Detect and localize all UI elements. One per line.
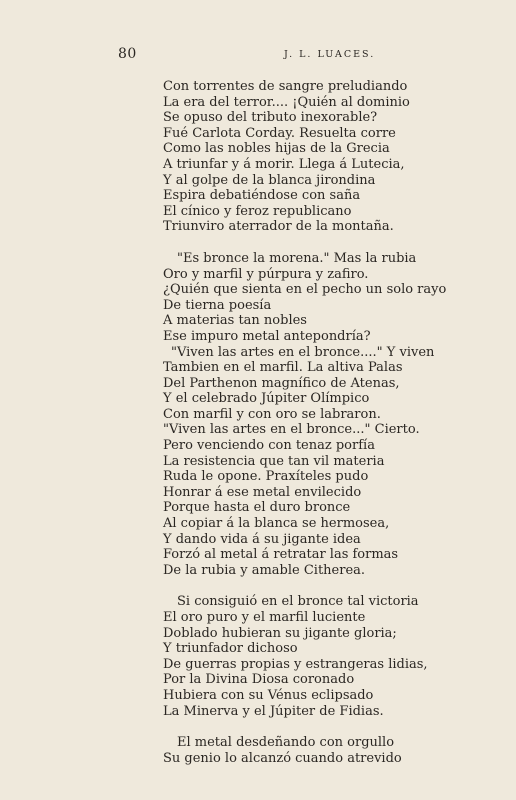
verse-line: Porque hasta el duro bronce [163,500,351,516]
verse-line: Con torrentes de sangre preludiando [163,79,408,94]
verse-line: Forzó al metal á retratar las formas [163,547,399,563]
verse-line: A materias tan nobles [163,313,307,329]
verse-line: La resistencia que tan vil materia [163,453,385,469]
verse-line: Como las nobles hijas de la Grecia [163,141,390,157]
verse-line: Y al golpe de la blanca jirondina [163,172,376,188]
verse-line: Y dando vida á su jigante idea [163,531,361,547]
verse-line: Oro y marfil y púrpura y zafiro. [163,266,369,282]
page-number: 80 [118,46,137,62]
verse-line: Ruda le opone. Praxíteles pudo [163,469,369,485]
verse-line: La era del terror.... ¡Quién al dominio [163,94,410,110]
verse-line: "Viven las artes en el bronce...." Y viven [171,344,435,360]
verse-line: A triunfar y á morir. Llega á Lutecia, [163,156,405,172]
verse-line: Tambien en el marfil. La altiva Palas [163,360,403,376]
verse-line: Al copiar á la blanca se hermosea, [163,516,390,532]
verse-line: De guerras propias y estrangeras lidias, [163,656,428,672]
verse-line: Con marfil y con oro se labraron. [163,406,381,422]
verse-line: El metal desdeñando con orgullo [177,735,395,751]
stanza-3 [163,594,483,719]
verse-line: La Minerva y el Júpiter de Fidias. [163,703,384,719]
running-head: J. L. LUACES. [284,49,376,60]
verse-line: Pero venciendo con tenaz porfía [163,438,375,454]
verse-line: Doblado hubieran su jigante gloria; [163,625,397,641]
verse-line: Y triunfador dichoso [163,641,298,657]
verse-line: Triunviro aterrador de la montaña. [163,219,394,235]
verse-line: Fué Carlota Corday. Resuelta corre [163,125,396,141]
verse-line: El oro puro y el marfil luciente [163,610,366,625]
stanza-4 [163,735,483,766]
verse-line: De tierna poesía [163,297,272,313]
verse-line: Y el celebrado Júpiter Olímpico [163,391,370,407]
verse-line: Hubiera con su Vénus eclipsado [163,687,374,703]
verse-line: ¿Quién que sienta en el pecho un solo rayo [163,282,447,298]
verse-line: Ese impuro metal antepondría? [163,328,371,344]
verse-line: Se opuso del tributo inexorable? [163,110,378,126]
verse-line: Espira debatiéndose con saña [163,188,361,204]
stanza-2 [163,251,483,578]
verse-line: Honrar á ese metal envilecido [163,484,362,500]
verse-line: Su genio lo alcanzó cuando atrevido [163,750,402,766]
verse-line: Por la Divina Diosa coronado [163,672,355,688]
page-header [0,46,516,66]
verse-line: "Es bronce la morena." Mas la rubia [177,250,417,266]
stanza-1 [163,79,483,235]
verse-line: "Viven las artes en el bronce..." Cierto. [163,422,420,438]
verse-line: Si consiguió en el bronce tal victoria [177,594,419,610]
verse-line: El cínico y feroz republicano [163,203,352,219]
poem-text [163,79,483,782]
verse-line: De la rubia y amable Citherea. [163,562,366,578]
verse-line: Del Parthenon magnífico de Atenas, [163,375,400,391]
